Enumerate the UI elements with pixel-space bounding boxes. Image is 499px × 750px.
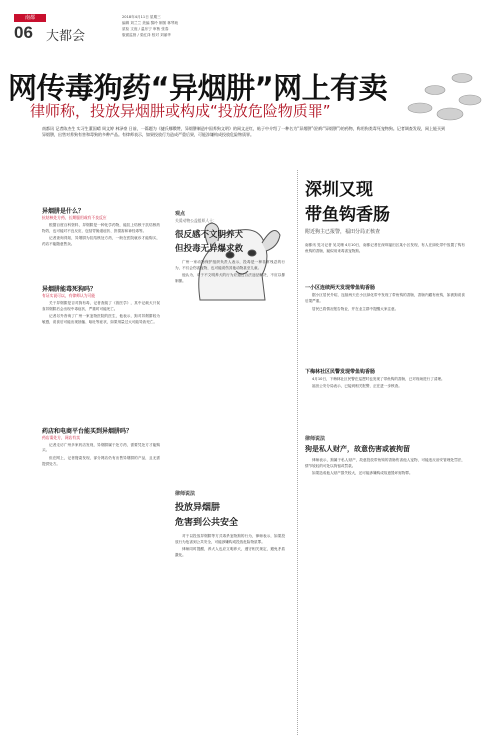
right-section-2-body bbox=[305, 377, 465, 390]
right-lawyer bbox=[305, 435, 465, 477]
right-lawyer-title: 狗是私人财产，故意伤害或被拘留 bbox=[305, 444, 410, 453]
right-section-2 bbox=[305, 368, 465, 390]
section-1-body bbox=[42, 223, 160, 248]
right-article bbox=[305, 175, 465, 479]
section-3 bbox=[42, 426, 160, 468]
lawyer-para-2: 律师同时提醒，养犬人也应文明养犬，遵守相关规定，避免矛盾激化。 bbox=[175, 547, 285, 558]
viewpoint-body bbox=[175, 260, 285, 285]
right-section-1 bbox=[305, 284, 465, 312]
sub-headline: 律师称，投放异烟肼或构成“投放危险物质罪” bbox=[30, 102, 331, 120]
lawyer-para-1: 对于以投放异烟肼等方式毒杀宠物狗的行为，律师表示，如果投放行为危害到公共安全，可能涉嫌构成投放危险物质罪。 bbox=[175, 534, 285, 544]
header-meta-3: 质检 文庭 / 温东宁 审核 张春 bbox=[122, 27, 169, 31]
right-lawyer-body bbox=[305, 458, 465, 477]
right-section-1-body bbox=[305, 293, 465, 312]
section-1 bbox=[42, 206, 160, 248]
right-lawyer-label: 律师说法 bbox=[305, 435, 326, 442]
right-subtitle: 附近狗主已报警，福田分局正核查 bbox=[305, 229, 381, 235]
page-number: 06 bbox=[14, 23, 33, 42]
pills-illustration bbox=[400, 30, 492, 130]
right-section-2-para-1: 4月10日，下梅林社区民警在巡逻时也发现了带鱼钩的香肠，已对现场进行了清理。 bbox=[312, 376, 445, 381]
section-2-para-1: 关于异烟肼是否对狗有毒，记者查阅了《兽医学》，其中记载犬只误食异烟肼后会出现中毒症状，严重时可能死亡。 bbox=[42, 300, 160, 311]
right-section-1-title: 一小区连续两天发现带鱼钩香肠 bbox=[305, 285, 376, 292]
section-2 bbox=[42, 284, 160, 326]
lead-paragraph: 南都讯 记者陈杰生 实习生董国晴 周文婷 林泽豪 日前，一篇题为《捷氏哪俄赞，异烟肼制造中国养狗文明》的网文走红，帖子中介绍了一种名为“异烟肼”(俗称“异烟肼”)的药物，称用狗类毒死宠物狗。记者调查发现，网上能买到异烟肼，出售对养狗有害和毒狗的多种产品。有律师表示，如果投放行为造成严重后果，可能涉嫌构成投放危险物质罪。 bbox=[42, 126, 445, 138]
right-section-2-para-2: 福田公安分局表示，已接到相关报警，正在进一步核查。 bbox=[312, 384, 402, 389]
section-1-sub: 抗结核处方药，长期服用或有不良反应 bbox=[42, 215, 107, 220]
right-lawyer-para-1: 律师表示，狗属于私人财产，故意投放带鱼钩的香肠伤害他人宠物，可能违反治安管理处罚法，情节较轻的可处以拘留或罚款。 bbox=[305, 457, 465, 468]
header-meta-2: 编辑 刘兰兰 美编 黎玲 制图 林琴琅 bbox=[122, 21, 179, 25]
header-meta-4: 版面监督 / 梁红泽 校对 刘丽华 bbox=[122, 33, 171, 37]
section-3-title: 药店和电商平台能买到异烟肼吗？ bbox=[42, 427, 133, 435]
lawyer-label: 律师说法 bbox=[175, 491, 196, 497]
section-2-para-2: 记者另外咨询了广州一家宠物医院的医生，他表示，狗对异烟肼较为敏感，误食后可能出现抽搐、呕吐等症状，如果剂量过大可能导致死亡。 bbox=[42, 314, 160, 324]
viewpoint-label: 观点 bbox=[175, 211, 186, 217]
section-1-title: 异烟肼是什么？ bbox=[42, 208, 85, 215]
right-section-1-para-1: 据小区居民介绍，连续两天在小区绿化带中发现了带鱼钩的香肠，香肠内藏有鱼钩，如被狗误食后果严重。 bbox=[305, 293, 465, 304]
right-lawyer-para-2: 如果造成他人财产损失较大，还可能涉嫌构成故意毁坏财物罪。 bbox=[312, 471, 413, 476]
lawyer-body bbox=[175, 534, 285, 559]
column-divider bbox=[297, 170, 298, 735]
section-1-para-2: 记者查询得知，异烟肼为抗结核处方药，一般在医院就诊才能购买，药店不能随意售卖。 bbox=[42, 236, 160, 247]
section-2-sub: 有证实说可以，有律师认为可能 bbox=[42, 292, 96, 298]
lawyer-section bbox=[175, 490, 285, 561]
viewpoint-column bbox=[175, 210, 285, 287]
section-2-title: 异烟肼能毒死狗吗？ bbox=[42, 285, 97, 293]
viewpoint-para-1: 广州一家动物保护组织负责人表示，投毒是一种非常残忍的行为，不仅会伤害宠物，也可能误伤其他动物甚至儿童。 bbox=[175, 260, 285, 270]
section-3-body bbox=[42, 443, 160, 468]
lawyer-title-1: 投放异烟肼 bbox=[175, 503, 221, 513]
headline-part-b: “异烟肼”网上有卖 bbox=[150, 71, 388, 105]
headline-part-a: 网传毒狗药 bbox=[8, 71, 151, 105]
section-3-sub: 药店需处方，网店有卖 bbox=[42, 434, 80, 440]
right-title-1: 深圳又现 bbox=[305, 180, 373, 200]
header-meta-1: 2018年4月11日 星期三 bbox=[122, 15, 161, 19]
header-tag: 南都 bbox=[14, 14, 46, 22]
viewpoint-source: 关爱动物公益组织人士： bbox=[175, 218, 217, 223]
section-2-body bbox=[42, 301, 160, 326]
section-name: 大都会 bbox=[46, 29, 86, 44]
left-column bbox=[42, 206, 160, 469]
lawyer-title-2: 危害到公共安全 bbox=[175, 518, 239, 528]
viewpoint-title-2: 但投毒无异爆求救 bbox=[175, 244, 244, 254]
right-section-2-title: 下梅林社区民警发现带鱼钩香肠 bbox=[305, 368, 376, 375]
viewpoint-para-2: 他认为，对于不文明养犬的行为应通过合法途径解决，不应以暴制暴。 bbox=[175, 273, 285, 284]
right-section-1-para-2: 居民已将情况报告物业，并在业主群中提醒大家注意。 bbox=[312, 306, 399, 311]
section-1-para-1: 根据百度百科资料，异烟肼是一种化学药物，能抗上结核于抗结核药物效，也可能对不良反应，包括胃肠道症状、肝损害和神经毒等。 bbox=[42, 223, 160, 233]
section-3-para-2: 但在网上，记者搜索发现，部分网店仍有出售异烟肼的产品，且无需提供处方。 bbox=[42, 456, 160, 466]
section-3-para-1: 记者走访广州多家药店发现，异烟肼属于处方药，需要凭处方才能购买。 bbox=[42, 442, 160, 453]
right-title-2: 带鱼钩香肠 bbox=[305, 205, 390, 225]
right-lead: 南都讯 见习记者 吴灵珊 4月10日，南都记者在深圳福田区某小区发现，有人在绿化带中放置了钩有鱼钩的香肠，疑似用来毒害宠物狗。 bbox=[305, 243, 465, 253]
viewpoint-title-1: 很反感不文明养犬 bbox=[175, 230, 244, 240]
